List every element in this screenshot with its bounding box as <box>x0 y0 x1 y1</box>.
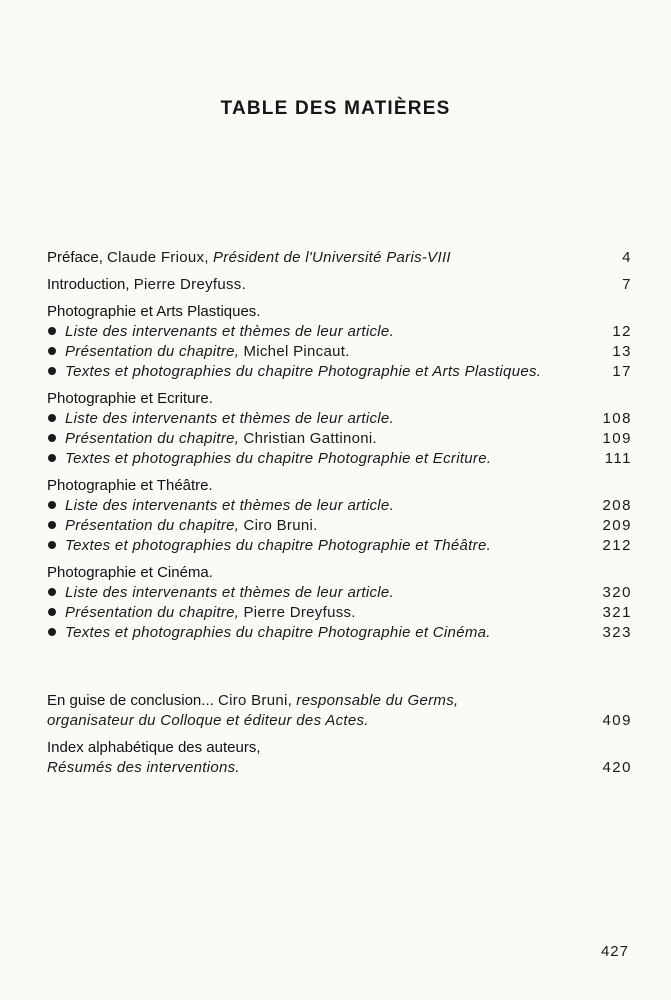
toc-item: Présentation du chapitre, Michel Pincaut. 13 <box>47 342 631 362</box>
toc-item: Textes et photographies du chapitre Photographie et Cinéma. 323 <box>47 623 631 643</box>
toc-item: Textes et photographies du chapitre Photographie et Arts Plastiques. 17 <box>47 362 631 382</box>
entry-lead: Préface, <box>47 249 103 266</box>
toc-entry-conclusion-cont <box>47 711 631 731</box>
entry-page-number: 323 <box>602 624 632 641</box>
page-number: 427 <box>600 943 629 960</box>
bullet-icon <box>48 454 56 462</box>
entry-page-number: 321 <box>602 604 632 621</box>
entry-lead: Introduction, <box>47 276 130 293</box>
toc-entry-index <box>47 738 631 758</box>
entry-subtitle: Résumés des interventions. <box>47 759 240 776</box>
entry-author: Ciro Bruni, <box>217 692 293 709</box>
bullet-icon <box>48 434 56 442</box>
entry-page-number: 109 <box>602 430 632 447</box>
entry-page-number: 108 <box>602 410 632 427</box>
toc-entry-conclusion <box>47 691 631 711</box>
entry-lead: En guise de conclusion... <box>47 692 214 709</box>
bullet-icon <box>48 608 56 616</box>
bullet-icon <box>48 501 56 509</box>
entry-page-number: 209 <box>602 517 632 534</box>
bullet-icon <box>48 414 56 422</box>
entry-role: Président de l'Université Paris-VIII <box>212 249 451 266</box>
section-heading: Photographie et Arts Plastiques. <box>47 303 261 320</box>
entry-author: Pierre Dreyfuss. <box>133 276 247 293</box>
entry-page-number: 7 <box>622 276 632 293</box>
toc-item: Présentation du chapitre, Pierre Dreyfuss. 321 <box>47 603 631 623</box>
toc-entry-introduction <box>47 275 631 295</box>
bullet-icon <box>48 628 56 636</box>
toc-item: Liste des intervenants et thèmes de leur article. 108 <box>47 409 631 429</box>
page-title: TABLE DES MATIÈRES <box>220 98 451 119</box>
entry-page-number: 12 <box>612 323 632 340</box>
table-of-contents <box>47 248 631 778</box>
entry-page-number: 17 <box>612 363 632 380</box>
bullet-icon <box>48 367 56 375</box>
toc-item: Présentation du chapitre, Ciro Bruni. 209 <box>47 516 631 536</box>
entry-role: responsable du Germs, <box>296 692 459 709</box>
toc-item: Liste des intervenants et thèmes de leur article. 320 <box>47 583 631 603</box>
toc-entry-preface <box>47 248 631 268</box>
section-heading: Photographie et Cinéma. <box>47 564 213 581</box>
entry-lead: Index alphabétique des auteurs, <box>47 739 261 756</box>
entry-role: organisateur du Colloque et éditeur des Actes. <box>47 712 369 729</box>
bullet-icon <box>48 588 56 596</box>
toc-item: Textes et photographies du chapitre Photographie et Ecriture. 111 <box>47 449 631 469</box>
section-heading: Photographie et Théâtre. <box>47 477 213 494</box>
toc-entry-index-cont <box>47 758 631 778</box>
bullet-icon <box>48 541 56 549</box>
entry-page-number: 409 <box>602 712 632 729</box>
toc-item: Liste des intervenants et thèmes de leur article. 12 <box>47 322 631 342</box>
bullet-icon <box>48 521 56 529</box>
bullet-icon <box>48 327 56 335</box>
entry-author: Claude Frioux, <box>107 249 209 266</box>
toc-item: Textes et photographies du chapitre Photographie et Théâtre. 212 <box>47 536 631 556</box>
entry-page-number: 420 <box>602 759 632 776</box>
entry-page-number: 4 <box>622 249 632 266</box>
entry-page-number: 111 <box>604 450 632 467</box>
toc-item: Liste des intervenants et thèmes de leur article. 208 <box>47 496 631 516</box>
section-heading: Photographie et Ecriture. <box>47 390 213 407</box>
toc-item: Présentation du chapitre, Christian Gattinoni. 109 <box>47 429 631 449</box>
entry-page-number: 212 <box>602 537 632 554</box>
entry-page-number: 13 <box>612 343 632 360</box>
entry-page-number: 208 <box>602 497 632 514</box>
entry-page-number: 320 <box>602 584 632 601</box>
bullet-icon <box>48 347 56 355</box>
